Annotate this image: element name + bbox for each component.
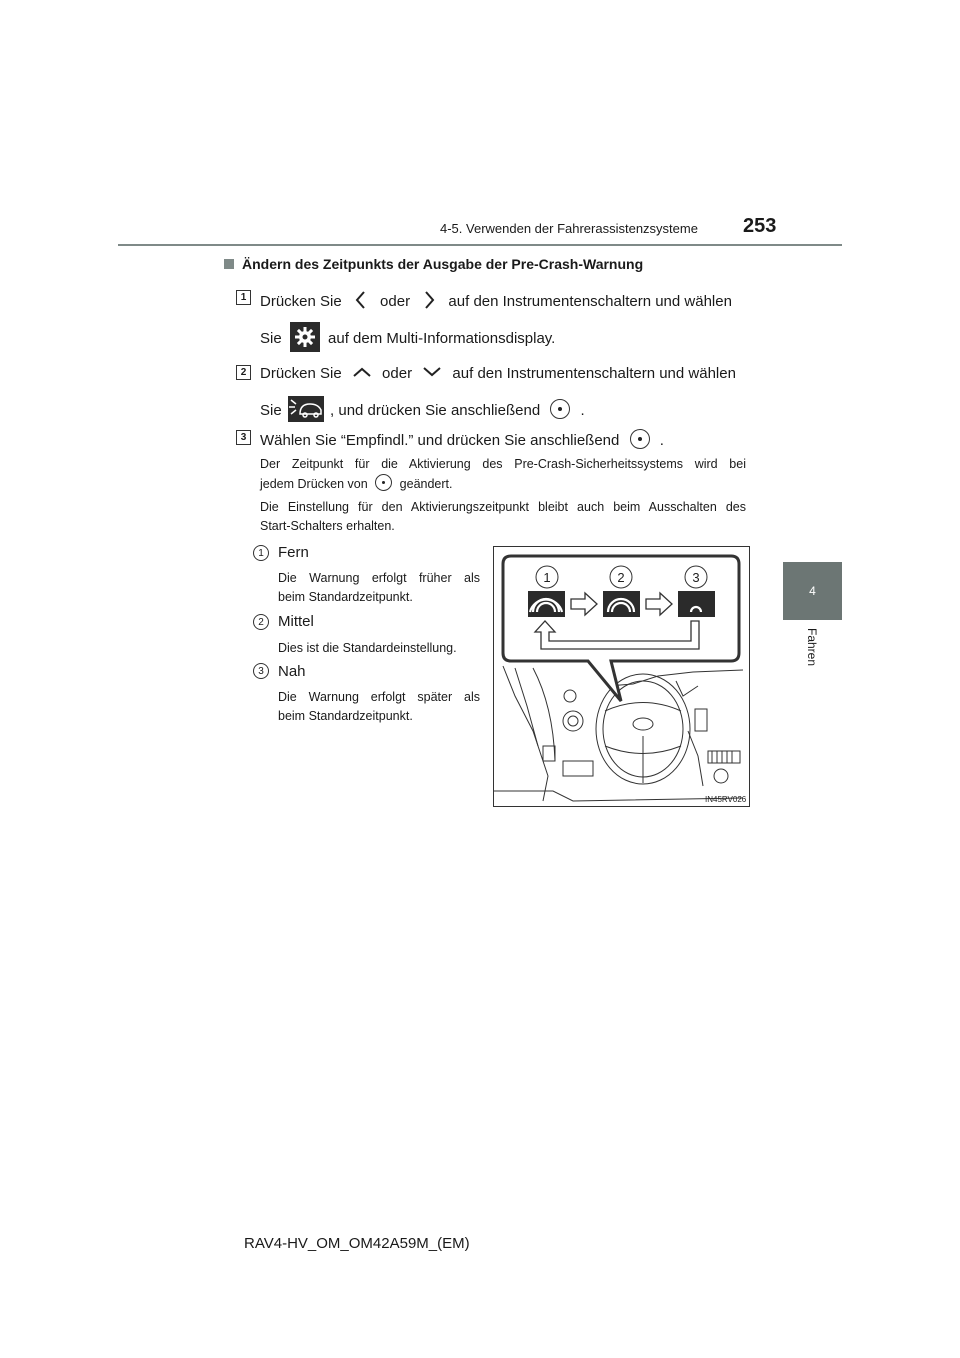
note-2: Die Einstellung für den Aktivierungszeitpunkt bleibt auch beim Ausschalten des Start-Schalters erhalten. (260, 500, 746, 533)
step-3-line-1: Wählen Sie “Empfindl.” und drücken Sie anschließend . (260, 429, 664, 449)
warning-near-icon (678, 591, 715, 617)
option-desc-nah: Die Warnung erfolgt später als beim Standardzeitpunkt. (278, 690, 480, 723)
step-1-line-1: Drücken Sie oder auf den Instrumentenschaltern und wählen (260, 289, 746, 311)
chapter-tab (783, 562, 842, 620)
step-number-2: 2 (236, 365, 251, 380)
option-number-3: 3 (253, 663, 269, 679)
ok-button-icon (375, 474, 392, 491)
chevron-down-icon (420, 364, 444, 380)
figure-label-2: 2 (617, 570, 625, 585)
step-2-line-2: Sie , und drücken Sie anschließend . (260, 398, 585, 424)
section-heading: Ändern des Zeitpunkts der Ausgabe der Pre-Crash-Warnung (224, 256, 643, 272)
chapter-label: Fahren (805, 628, 819, 667)
chevron-left-icon (350, 289, 372, 311)
heading-square-icon (224, 259, 234, 269)
page-number: 253 (743, 215, 777, 237)
ok-button-icon (630, 429, 650, 449)
step-number-1: 1 (236, 290, 251, 305)
option-title-fern: Fern (278, 544, 309, 561)
note-1: Der Zeitpunkt für die Aktivierung des Pre-Crash-Sicherheitssystems wird bei jedem Drücken von geändert. (260, 457, 746, 491)
section-title: 4-5. Verwenden der Fahrerassistenzsysteme (440, 221, 698, 236)
ok-button-icon (550, 399, 570, 419)
step-number-3: 3 (236, 430, 251, 445)
dashboard-figure (493, 546, 750, 807)
figure-code: IN45RV026 (705, 795, 747, 804)
chapter-number: 4 (809, 584, 816, 598)
option-number-1: 1 (253, 545, 269, 561)
option-number-2: 2 (253, 614, 269, 630)
step-1-line-2: Sie auf dem Multi-Informationsdisplay. (260, 324, 555, 354)
chevron-right-icon (418, 289, 440, 311)
header-divider (118, 244, 842, 246)
step-2-line-1: Drücken Sie oder auf den Instrumentenschaltern und wählen (260, 365, 736, 382)
figure-label-1: 1 (543, 570, 551, 585)
warning-middle-icon (603, 591, 640, 617)
document-code: RAV4-HV_OM_OM42A59M_(EM) (244, 1235, 470, 1252)
pre-crash-icon (288, 396, 324, 422)
warning-far-icon (528, 591, 565, 617)
option-desc-fern: Die Warnung erfolgt früher als beim Standardzeitpunkt. (278, 571, 480, 604)
dashboard-illustration (493, 546, 750, 807)
option-title-mittel: Mittel (278, 613, 314, 630)
option-title-nah: Nah (278, 663, 306, 680)
chevron-up-icon (350, 364, 374, 380)
option-desc-mittel: Dies ist die Standardeinstellung. (278, 641, 457, 655)
settings-gear-icon (290, 322, 320, 352)
figure-label-3: 3 (692, 570, 700, 585)
